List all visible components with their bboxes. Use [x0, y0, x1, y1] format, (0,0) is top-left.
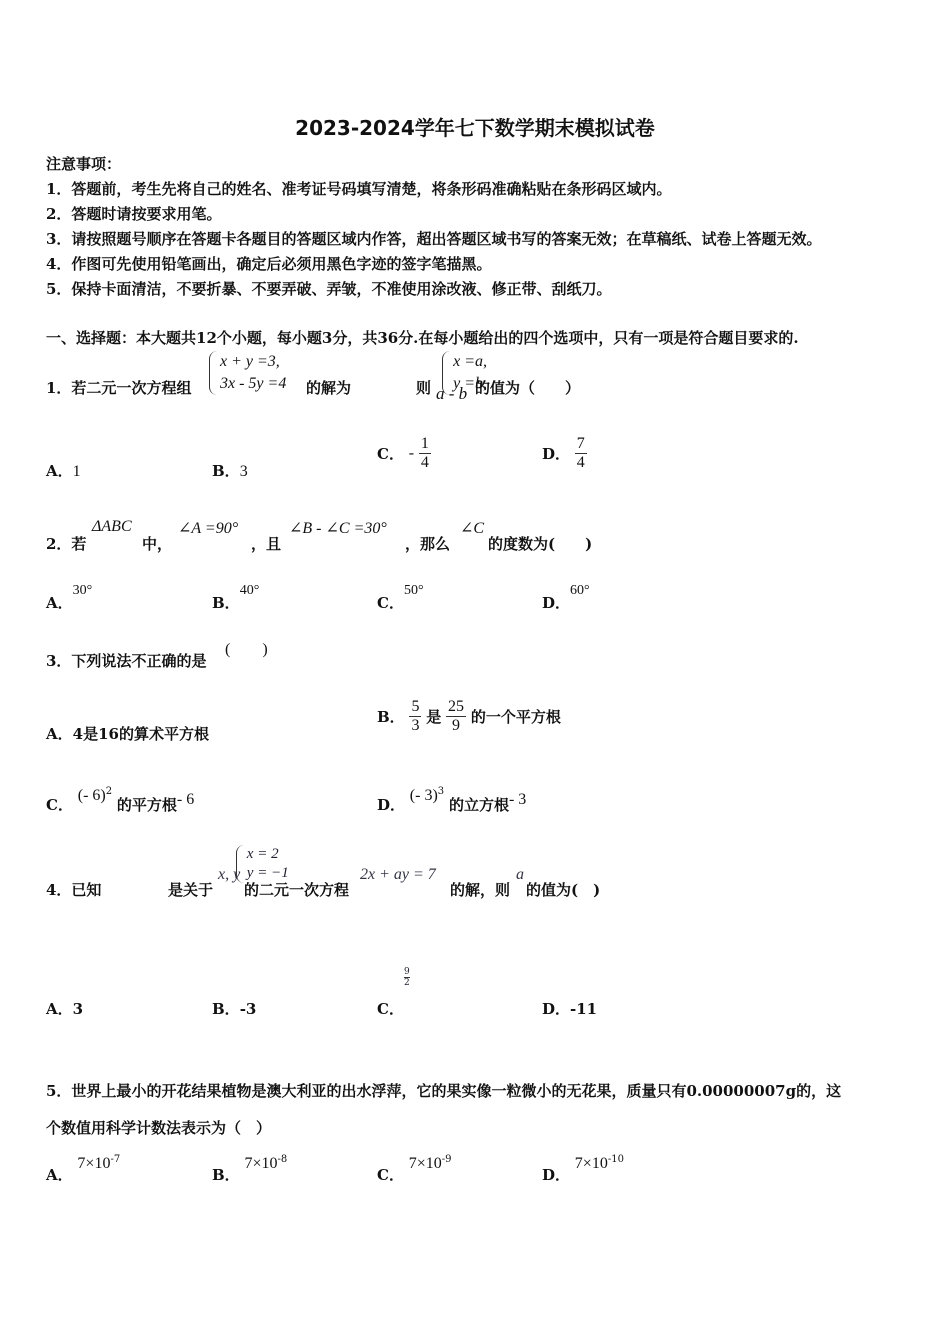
q4-option-b-value: -3: [239, 1000, 257, 1018]
q5-option-a-label: A．: [46, 1166, 73, 1184]
q2-option-d-label: D．: [542, 594, 571, 612]
q2-option-a-value: 30°: [72, 583, 93, 598]
q3-option-b-num2: 25: [448, 698, 465, 715]
q1-option-b-label: B．: [212, 462, 240, 480]
q1-option-c-fraction: [419, 435, 431, 472]
q4-equation: 2x + ay = 7: [360, 866, 436, 883]
q4-option-a[interactable]: [46, 998, 83, 1019]
q1-expr: a - b: [436, 384, 468, 403]
q3-option-d-value: - 3: [508, 791, 527, 808]
note-item-3: 3．请按照题号顺序在答题卡各题目的答题区域内作答，超出答题区域书写的答案无效；在草稿纸、试卷上答题无效。: [46, 230, 822, 248]
q1-option-b[interactable]: [212, 460, 248, 481]
q5-option-d-base: 7×10: [574, 1155, 608, 1172]
q5-option-c[interactable]: [377, 1152, 452, 1184]
q1-sol1: x =a,: [453, 353, 488, 370]
q5-stem-line2: 个数值用科学计数法表示为（ ）: [46, 1119, 272, 1137]
q4-option-c[interactable]: [377, 998, 404, 1019]
q4-option-c-num: 9: [404, 967, 410, 977]
q3-option-b-frac2: [446, 698, 466, 735]
q2-option-b-value: 40°: [239, 583, 260, 598]
q4-option-d[interactable]: [542, 998, 597, 1019]
q2-option-a[interactable]: [46, 578, 93, 612]
q4-s1: x = 2: [246, 846, 279, 862]
q5-option-b-exp: -8: [277, 1154, 288, 1165]
q4-option-c-label: C．: [377, 1000, 404, 1018]
q3-option-c-base: (- 6): [77, 787, 106, 804]
q5-stem-line1: 5．世界上最小的开花结果植物是澳大利亚的出水浮萍，它的果实像一粒微小的无花果，质量只有0.00000007g的，这: [46, 1082, 842, 1100]
q2-text-1: 中，: [142, 535, 173, 553]
q5-option-a-exp: -7: [110, 1154, 121, 1165]
q1-option-c-num: 1: [420, 435, 429, 452]
q5-option-c-base: 7×10: [408, 1155, 442, 1172]
q3-option-b-den1: 3: [411, 717, 420, 734]
q2-option-b-label: B．: [212, 594, 240, 612]
q3-option-b-frac1: [409, 698, 421, 735]
q2-option-d-value: 60°: [570, 583, 590, 598]
q2-stem-pre: 2．若: [46, 535, 87, 553]
q1-eq2: 3x - 5y =4: [220, 375, 287, 392]
q1-then: 则: [416, 379, 432, 397]
q3-paren: ( ): [225, 641, 268, 658]
q1-option-c-den: 4: [420, 454, 429, 471]
q3-option-a[interactable]: [46, 723, 209, 744]
q3-option-c-mid: 的平方根: [116, 796, 177, 814]
note-item-1: 1．答题前，考生先将自己的姓名、准考证号码填写清楚，将条形码准确粘贴在条形码区域内。: [46, 180, 672, 198]
note-item-5: 5．保持卡面清洁，不要折暴、不要弄破、弄皱，不准使用涂改液、修正带、刮纸刀。: [46, 280, 612, 298]
q3-option-d-exp: 3: [437, 786, 445, 797]
q2-option-b[interactable]: [212, 578, 260, 612]
q1-option-d-den: 4: [576, 454, 585, 471]
q4-a: a: [516, 866, 524, 883]
q2-option-c[interactable]: [377, 578, 424, 612]
q3-option-b-num1: 5: [411, 698, 420, 715]
q2-option-d[interactable]: [542, 578, 590, 612]
q3-option-c-label: C．: [46, 796, 73, 814]
q3-option-d-label: D．: [377, 796, 406, 814]
q1-option-d-label: D．: [542, 445, 571, 463]
q1-eq1: x + y =3,: [220, 353, 280, 370]
q1-stem-post: 的值为（ ）: [475, 379, 581, 397]
q3-stem: 3．下列说法不正确的是: [46, 652, 207, 670]
q3-option-a-label: A．: [46, 725, 73, 743]
q4-text-1: 是关于: [168, 881, 214, 899]
notes-header: 注意事项：: [46, 155, 122, 173]
q3-option-b-mid: 是: [426, 708, 442, 726]
q3-option-b-label: B．: [377, 708, 405, 726]
q2-angle-diff: ∠B - ∠C =30°: [289, 520, 387, 537]
q1-option-d-num: 7: [576, 435, 585, 452]
q3-option-c[interactable]: [46, 784, 195, 814]
q4-vars: x, y: [218, 866, 241, 883]
page-title: 2023-2024学年七下数学期末模拟试卷: [295, 116, 655, 140]
q2-option-c-label: C．: [377, 594, 404, 612]
q3-option-d-base: (- 3): [409, 787, 438, 804]
q2-angle-c: ∠C: [460, 520, 485, 537]
section-heading: 一、选择题：本大题共12个小题，每小题3分，共36分.在每小题给出的四个选项中，只有一项是符合题目要求的.: [46, 329, 799, 347]
q1-option-c-sign: -: [408, 444, 415, 462]
q4-text-2: 的二元一次方程: [244, 881, 350, 899]
q4-s2: y = −1: [246, 865, 289, 881]
q4-text-3: 的解，则: [450, 881, 511, 899]
q3-option-b-den2: 9: [452, 717, 461, 734]
q4-option-c-den: 2: [404, 978, 410, 988]
q5-option-b-label: B．: [212, 1166, 240, 1184]
q5-option-d-exp: -10: [607, 1154, 624, 1165]
q2-text-2: ，且: [251, 535, 282, 553]
q1-stem-pre: 1．若二元一次方程组: [46, 379, 192, 397]
q4-option-b[interactable]: [212, 998, 256, 1019]
q5-option-a[interactable]: [46, 1152, 121, 1184]
q1-option-d[interactable]: [542, 435, 587, 472]
q2-text-3: ，那么: [405, 535, 451, 553]
q4-option-d-value: -11: [570, 1000, 598, 1018]
q4-stem-pre: 4．已知: [46, 881, 102, 899]
q1-option-a[interactable]: [46, 460, 81, 481]
q3-option-d[interactable]: [377, 784, 527, 814]
q2-option-a-label: A．: [46, 594, 73, 612]
q2-triangle: ΔABC: [92, 518, 132, 535]
q4-option-b-label: B．: [212, 1000, 240, 1018]
note-item-4: 4．作图可先使用铅笔画出，确定后必须用黑色字迹的签字笔描黑。: [46, 255, 492, 273]
q5-option-d-label: D．: [542, 1166, 571, 1184]
q3-option-a-text: 4是16的算术平方根: [72, 725, 209, 743]
q4-option-c-fraction: [404, 967, 410, 988]
q1-option-c-label: C．: [377, 445, 404, 463]
q1-option-d-fraction: [575, 435, 587, 472]
q1-equation-system: [209, 351, 286, 395]
q2-angle-a: ∠A =90°: [178, 520, 239, 537]
q1-option-a-label: A．: [46, 462, 73, 480]
q2-stem-post: 的度数为( ): [488, 535, 593, 553]
q2-option-c-value: 50°: [403, 583, 424, 598]
q1-option-b-value: 3: [239, 463, 248, 480]
q1-stem-mid: 的解为: [306, 379, 352, 397]
q4-solution-system: [236, 845, 289, 883]
q5-option-a-base: 7×10: [77, 1155, 111, 1172]
q5-option-b[interactable]: [212, 1152, 288, 1184]
q1-sol2: y =b,: [453, 375, 488, 392]
q3-option-c-exp: 2: [105, 786, 113, 797]
q5-option-b-base: 7×10: [244, 1155, 278, 1172]
q4-option-a-label: A．: [46, 1000, 73, 1018]
q1-option-a-value: 1: [72, 463, 81, 480]
q3-option-c-value: - 6: [176, 791, 195, 808]
q3-option-b-post: 的一个平方根: [470, 708, 561, 726]
q5-option-c-exp: -9: [441, 1154, 452, 1165]
q4-option-a-value: 3: [72, 1000, 84, 1018]
q3-option-d-mid: 的立方根: [448, 796, 509, 814]
q3-option-b[interactable]: [377, 698, 561, 735]
q1-option-c[interactable]: [377, 435, 431, 472]
q5-option-c-label: C．: [377, 1166, 404, 1184]
note-item-2: 2．答题时请按要求用笔。: [46, 205, 222, 223]
q4-option-d-label: D．: [542, 1000, 571, 1018]
q4-stem-post: 的值为( ): [526, 881, 601, 899]
q5-option-d[interactable]: [542, 1152, 624, 1184]
